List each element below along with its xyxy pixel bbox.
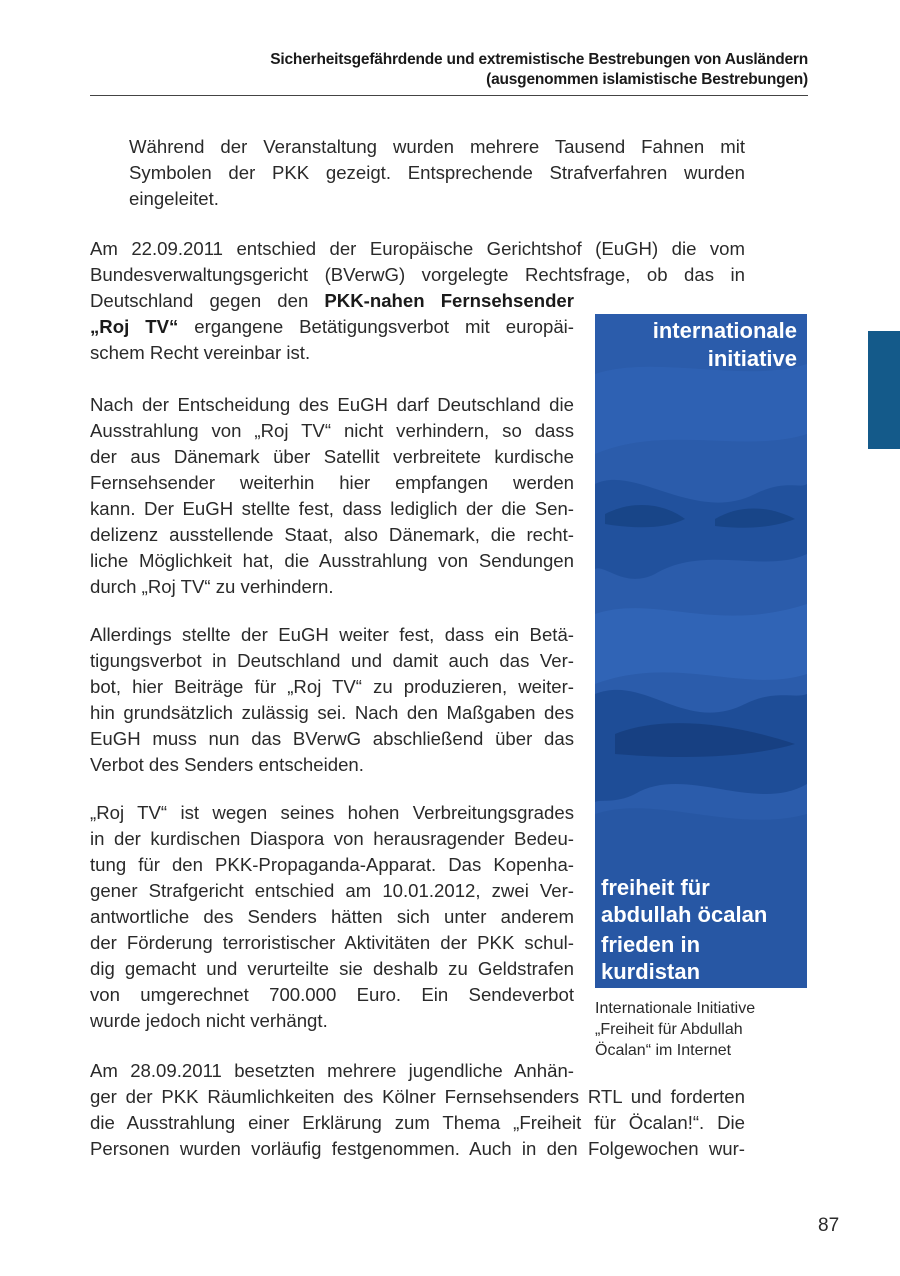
text-line: Während der Veranstaltung wurden mehrere Tausend Fahnen mit	[129, 136, 745, 157]
poster-title	[653, 317, 797, 373]
text-line: EuGH muss nun das BVerwG abschließend über das	[90, 728, 574, 749]
text-line: bot, hier Beiträge für „Roj TV“ zu produzieren, weiter-	[90, 676, 574, 697]
text-line: Allerdings stellte der EuGH weiter fest, dass ein Betä-	[90, 624, 574, 645]
caption-line: Internationale Initiative	[595, 1000, 756, 1017]
poster-image	[595, 314, 807, 988]
chapter-tab-marker	[868, 331, 900, 449]
page-number: 87	[818, 1215, 840, 1236]
intro-paragraph	[129, 134, 745, 212]
header-rule	[90, 95, 808, 96]
text-line: schem Recht vereinbar ist.	[90, 342, 311, 363]
text-line	[90, 314, 574, 340]
text-line: gener Strafgericht entschied am 10.01.2012, zwei Ver-	[90, 880, 574, 901]
poster-slogan-line: abdullah öcalan	[601, 902, 768, 927]
text-line: dig gemacht und verurteilte sie deshalb zu Geldstrafen	[90, 958, 574, 979]
poster-title-line: internationale	[652, 318, 797, 343]
poster-slogan-line: freiheit für	[601, 875, 710, 900]
bold-term-roj-tv: „Roj TV“	[90, 316, 179, 337]
text-line: von umgerechnet 700.000 Euro. Ein Sendeverbot	[90, 984, 574, 1005]
text-line: der Förderung terroristischer Aktivitäten der PKK schul-	[90, 932, 574, 953]
text-line: liche Möglichkeit hat, die Ausstrahlung von Sendungen	[90, 550, 574, 571]
text-line: wurde jedoch nicht verhängt.	[90, 1010, 328, 1031]
poster-slogan	[601, 874, 767, 985]
paragraph-activity-ban	[90, 622, 574, 778]
poster-title-line: initiative	[707, 346, 797, 371]
text-line: Ausstrahlung von „Roj TV“ nicht verhindern, so dass	[90, 420, 574, 441]
text-line: ger der PKK Räumlichkeiten des Kölner Fernsehsenders RTL und forderten	[90, 1086, 745, 1107]
text-line: Bundesverwaltungsgericht (BVerwG) vorgelegte Rechtsfrage, ob das in	[90, 264, 745, 285]
paragraph-broadcast	[90, 392, 574, 600]
paragraph-eugh-ruling	[90, 236, 745, 288]
paragraph-rtl-occupation-cont	[90, 1084, 745, 1162]
text-line: die Ausstrahlung einer Erklärung zum Thema „Freiheit für Öcalan!“. Die	[90, 1112, 745, 1133]
paragraph-eugh-ruling-cont	[90, 288, 574, 366]
paragraph-rtl-occupation	[90, 1058, 574, 1084]
running-header-line-1: Sicherheitsgefährdende und extremistische Bestrebungen von Ausländern	[270, 51, 808, 68]
text-line: Symbolen der PKK gezeigt. Entsprechende Strafverfahren wurden	[129, 162, 745, 183]
running-header	[90, 50, 808, 90]
text-segment: Deutschland gegen den	[90, 290, 325, 311]
text-line: Personen wurden vorläufig festgenommen. Auch in den Folgewochen wur-	[90, 1138, 745, 1159]
text-line: Am 22.09.2011 entschied der Europäische Gerichtshof (EuGH) die vom	[90, 238, 745, 259]
poster-caption	[595, 998, 810, 1061]
running-header-line-2: (ausgenommen islamistische Bestrebungen)	[486, 71, 808, 88]
text-line	[90, 288, 574, 314]
text-line: tigungsverbot in Deutschland und damit auch das Ver-	[90, 650, 574, 671]
text-line: antwortliche des Senders hätten sich unter anderem	[90, 906, 574, 927]
text-line: in der kurdischen Diaspora von herausragender Bedeu-	[90, 828, 574, 849]
poster-slogan-line: kurdistan	[601, 959, 701, 984]
text-line: Nach der Entscheidung des EuGH darf Deutschland die	[90, 394, 574, 415]
text-line: eingeleitet.	[129, 188, 219, 209]
caption-line: Öcalan“ im Internet	[595, 1042, 732, 1059]
paragraph-propaganda	[90, 800, 574, 1034]
text-line: durch „Roj TV“ zu verhindern.	[90, 576, 334, 597]
text-line: der aus Dänemark über Satellit verbreitete kurdische	[90, 446, 574, 467]
text-segment: ergangene Betätigungsverbot mit europäi-	[178, 316, 574, 337]
text-line: Verbot des Senders entscheiden.	[90, 754, 364, 775]
poster-slogan-line: frieden in	[601, 932, 701, 957]
text-line: hin grundsätzlich zulässig sei. Nach den Maßgaben des	[90, 702, 574, 723]
bold-term-roj-tv-channel: PKK-nahen Fernsehsender	[324, 290, 574, 311]
caption-line: „Freiheit für Abdullah	[595, 1021, 743, 1038]
text-line: Am 28.09.2011 besetzten mehrere jugendliche Anhän-	[90, 1060, 574, 1081]
text-line: delizenz ausstellende Staat, also Dänemark, die recht-	[90, 524, 574, 545]
text-line: tung für den PKK-Propaganda-Apparat. Das Kopenha-	[90, 854, 574, 875]
text-line: kann. Der EuGH stellte fest, dass lediglich der die Sen-	[90, 498, 574, 519]
text-line: „Roj TV“ ist wegen seines hohen Verbreitungsgrades	[90, 802, 574, 823]
text-line: Fernsehsender weiterhin hier empfangen werden	[90, 472, 574, 493]
